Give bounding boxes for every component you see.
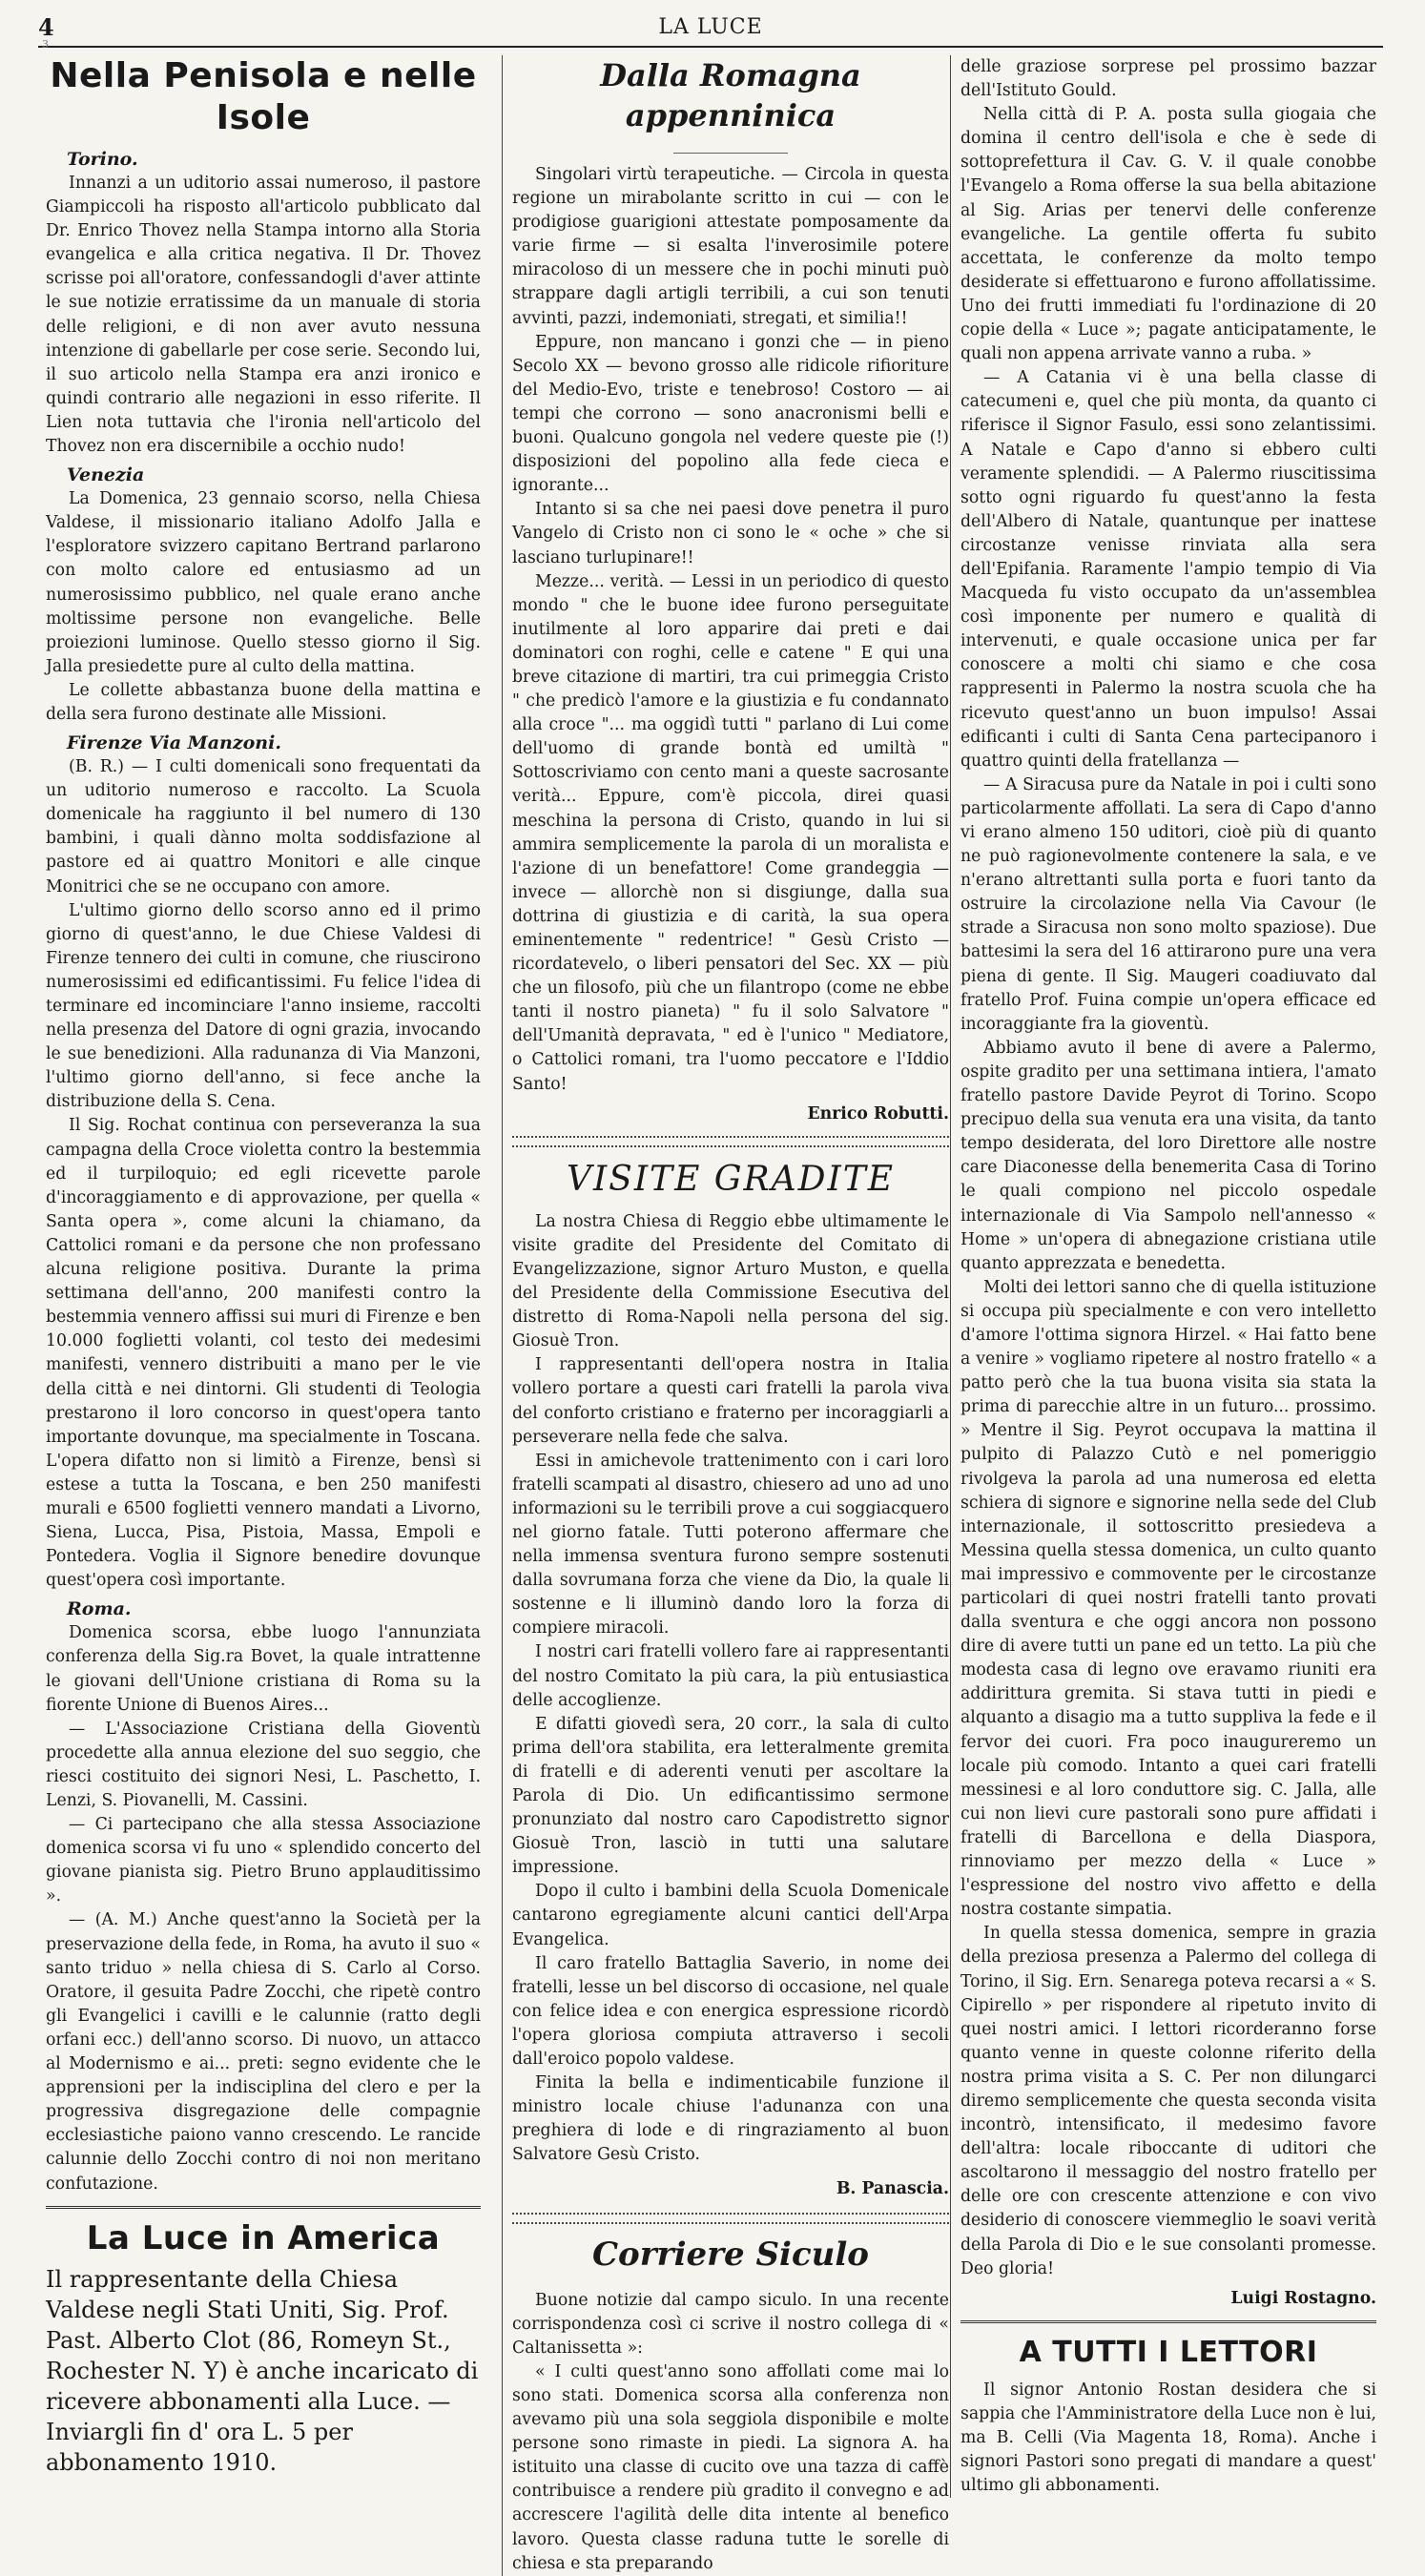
divider xyxy=(512,2213,949,2224)
city-heading: Venezia xyxy=(67,464,145,486)
column-3 xyxy=(950,55,1376,2498)
article-paragraph: « I culti quest'anno sono affollati come mai lo sono stati. Domenica scorsa alla conferenza non avevamo più una sola seggiola disponibile e molte persone sono rimaste in piedi. La signora A. ha istituito una classe di cucito ove una tazza di caffè contribuisce a rendere più gradito il convegno e ad accrescere l'agilità delle dita intente al benefico lavoro. Questa classe raduna tutte le sorelle di chiesa e sta preparando xyxy=(512,2361,949,2573)
signature: Luigi Rostagno. xyxy=(1230,2288,1376,2308)
america-title: La Luce in America xyxy=(86,2218,441,2257)
article-paragraph: E difatti giovedì sera, 20 corr., la sala di culto prima dell'ora stabilita, era letteralmente gremita di fratelli e di aderenti venuti per ascoltare la Parola di Dio. Un edificantissimo sermone pronunziato dal nostro caro Capodistretto signor Giosuè Tron, lasciò in tutti una salutare impressione. xyxy=(512,1714,949,1878)
article-paragraph: Molti dei lettori sanno che di quella istituzione si occupa più specialmente e con vero intelletto d'amore l'ottima signora Hirzel. « Hai fatto bene a venire » vogliamo ripetere al nostro fratello « a patto però che la tua buona visita sia stata la prima di parecchie altre in un futuro... prossimo. » Mentre il Sig. Peyrot occupava la mattina il pulpito di Palazzo Cutò e nel pomeriggio rivolgeva la parola ad una numerosa ed eletta schiera di signore e signorine nella sede del Club internazionale, il sottoscritto presiedeva a Messina quella stessa domenica, un culto quanto mai impressivo e commovente per le circostanze particolari di quei nostri fratelli tanto provati dalla sventura e che oggi ancora non possono dire di avere tutti un pane ed un tetto. La più che modesta casa di legno ove eravamo riuniti era addirittura gremita. Si stava tutti in piedi e alquanto a disagio ma a tutto suppliva la fede e il fervor dei cuori. Fra poco inaugureremo un locale più comodo. Intanto a quei cari fratelli messinesi e al loro conduttore sig. C. Jalla, alle cui non lievi cure pastorali sono pure affidati i fratelli di Barcellona e della Diaspora, rinnoviamo per mezzo della « Luce » l'espressione del nostro vivo affetto e della nostra costante simpatia. xyxy=(960,1277,1376,1920)
masthead xyxy=(38,10,1383,51)
article-paragraph: Intanto si sa che nei paesi dove penetra il puro Vangelo di Cristo non ci sono le « oche » che si lasciano turlupinare!! xyxy=(512,500,949,567)
article-paragraph: La nostra Chiesa di Reggio ebbe ultimamente le visite gradite del Presidente del Comitato di Evangelizzazione, signor Arturo Muston, e quella del Presidente della Commissione Esecutiva del distretto di Roma-Napoli nella persona del sig. Giosuè Tron. xyxy=(512,1211,949,1351)
article-paragraph: — (A. M.) Anche quest'anno la Società per la preservazione della fede, in Roma, ha avuto il suo « santo triduo » nella chiesa di S. Carlo al Corso. Oratore, il gesuita Padre Zocchi, che ripetè contro gli Evangelici i cavilli e le calunnie (ratto degli orfani ecc.) dell'anno scorso. Di nuovo, un attacco al Modernismo e ai... preti: segno evidente che le apprensioni per la indisciplina del clero e per la progressiva disgregazione delle compagnie ecclesiastiche paiono vanno crescendo. Le rancide calunnie dello Zocchi contro di noi non meritano confutazione. xyxy=(46,1910,481,2194)
ornament xyxy=(673,139,788,154)
article-paragraph: L'ultimo giorno dello scorso anno ed il primo giorno di quest'anno, le due Chiese Valdesi di Firenze tennero dei culti in comune, che riuscirono numerosissimi ed edificantissimi. Fu felice l'idea di terminare ed incominciare l'anno insieme, raccolti nella presenza del Datore di ogni grazia, invocando le sue benedizioni. Alla radunanza di Via Manzoni, l'ultimo giorno dell'anno, si fece anche la distribuzione della S. Cena. xyxy=(46,900,481,1112)
article-paragraph: Nella città di P. A. posta sulla giogaia che domina il centro dell'isola e che è sede di sottoprefettura il Cav. G. V. il quale conobbe l'Evangelo a Roma offerse la sua bella abitazione al Sig. Arias per tenervi delle conferenze evangeliche. La gentile offerta fu subito accettata, le conferenze da molto tempo desiderate si effettuarono e furono affollatissime. Uno dei frutti immediati fu l'ordinazione di 20 copie della « Luce »; pagate anticipatamente, le quali non appena arrivate vanno a ruba. » xyxy=(960,105,1376,364)
paper-name: LA LUCE xyxy=(658,15,763,39)
section-title-tutti: A TUTTI I LETTORI xyxy=(1019,2335,1318,2369)
notice-paragraph: Il signor Antonio Rostan desidera che si sappia che l'Amministratore della Luce non è lui, ma B. Celli (Via Magenta 18, Roma). Anche i signori Pastori sono pregati di mandare a quest' ultimo gli abbonamenti. xyxy=(960,2380,1376,2496)
page-number: 4 xyxy=(38,13,54,41)
article-paragraph: In quella stessa domenica, sempre in grazia della preziosa presenza a Palermo del collega di Torino, il Sig. Ern. Senarega poteva recarsi a « S. Cipirello » per rispondere al ripetuto invito di quei nostri amici. I lettori ricorderanno forse quanto venne in queste colonne riferito della nostra prima visita a S. C. Per non dilungarci diremo semplicemente che questa seconda visita incontrò, intensificato, il medesimo favore dell'altra: locale riboccante di uditori che ascoltarono il messaggio del nostro fratello per delle ore con crescente attenzione e con vivo desiderio di conoscere viemmeglio le soavi verità della Parola di Dio e le sue consolanti promesse. Deo gloria! xyxy=(960,1924,1376,2278)
article-paragraph: — Ci partecipano che alla stessa Associazione domenica scorsa vi fu uno « splendido concerto del giovane pianista sig. Pietro Bruno applauditissimo ». xyxy=(46,1815,481,1906)
page-number-sub: 3 xyxy=(42,38,49,51)
divider xyxy=(960,2320,1376,2323)
article-paragraph: Le collette abbastanza buone della mattina e della sera furono destinate alle Missioni. xyxy=(46,680,481,724)
article-paragraph: La Domenica, 23 gennaio scorso, nella Chiesa Valdese, il missionario italiano Adolfo Jalla e l'esploratore svizzero capitano Bertrand parlarono con molto calore ed entusiasmo ad un numerosissimo pubblico, nel quale erano anche moltissime persone non evangeliche. Belle proiezioni luminose. Quello stesso giorno il Sig. Jalla presiedette pure al culto della mattina. xyxy=(46,489,481,676)
signature: Enrico Robutti. xyxy=(807,1103,949,1123)
signature: B. Panascia. xyxy=(836,2178,949,2198)
article-paragraph: — A Siracusa pure da Natale in poi i culti sono particolarmente affollati. La sera di Capo d'anno vi erano almeno 150 uditori, cioè più di quanto ne può ragionevolmente contenere la sala, e ve n'erano altrettanti sulla porta e fuori tanto da ostruire la circolazione nella Via Cavour (le strade a Siracusa non sono molto spaziose). Due battesimi la sera del 16 attirarono pure una vera piena di gente. Il Sig. Maugeri coadiuvato dal fratello Prof. Fuina compie un'opera efficace ed incoraggiante fra la gioventù. xyxy=(960,774,1376,1034)
article-paragraph: — L'Associazione Cristiana della Gioventù procedette alla annua elezione del suo seggio, che riesci costituito dei signori Nesi, L. Paschetto, I. Lenzi, S. Piovanelli, M. Cassini. xyxy=(46,1719,481,1810)
article-paragraph: Mezze... verità. — Lessi in un periodico di questo mondo " che le buone idee furono perseguitate inutilmente al loro apparire dai preti e dai dominatori con roghi, celle e catene " E qui una breve citazione di martiri, tra cui primeggia Cristo " che predicò l'amore e la giustizia e fu condannato alla croce "... ma oggidì tutti " parlano di Lui come dell'uomo di grande bontà ed umiltà " Sottoscriviamo con cento mani a queste sacrosante verità... Eppure, com'è piccola, direi quasi meschina la persona di Cristo, quando in lui si ammira semplicemente la parola di un moralista e l'azione di un benefattore! Come grandeggia — invece — allorchè non si disgiunge, dalla sua dottrina di giustizia e di carità, la sua opera eminentemente " redentrice! " Gesù Cristo — ricordatevelo, o liberi pensatori del Sec. XX — più che un filosofo, più che un filantropo (come ne ebbe tanti il nostro pianeta) " fu il solo Salvatore " dell'Umanità depravata, " ed è l'unico " Mediatore, o Cattolici romani, tra l'uomo peccatore e l'Iddio Santo! xyxy=(512,571,949,1094)
article-paragraph: I nostri cari fratelli vollero fare ai rappresentanti del nostro Comitato la più cara, la più entusiastica delle accoglienze. xyxy=(512,1642,949,1710)
article-paragraph: Finita la bella e indimenticabile funzione il ministro locale chiuse l'adunanza con una preghiera di lode e di ringraziamento al buon Salvatore Gesù Cristo. xyxy=(512,2073,949,2165)
article-paragraph: delle graziose sorprese pel prossimo bazzar dell'Istituto Gould. xyxy=(960,57,1376,101)
article-paragraph: — A Catania vi è una bella classe di catecumeni e, quel che più monta, da quanto ci riferisce il Signor Fasulo, essi sono zelantissimi. A Natale e Capo d'anno si ebbero culti veramente splendidi. — A Palermo riuscitissima sotto ogni riguardo fu quest'anno la festa dell'Albero di Natale, quantunque per inattese circostanze venisse rinviata alla sera dell'Epifania. Raramente l'ampio tempio di Via Macqueda fu visto occupato da un'assemblea così imponente per numero e qualità di intervenuti, e quale occasione unica per far conoscere a molti chi siamo e che cosa rappresenti in Palermo la nostra scuola che ha ricevuto quest'anno un buon impulso! Assai edificanti i culti di Santa Cena partecipanoro i quattro quinti della fratellanza — xyxy=(960,368,1376,771)
article-paragraph: I rappresentanti dell'opera nostra in Italia vollero portare a questi cari fratelli la parola viva del conforto cristiano e fraterno per incoraggiarli a perseverare nella fede che salva. xyxy=(512,1355,949,1447)
section-title-corriere: Corriere Siculo xyxy=(592,2235,869,2274)
divider xyxy=(46,2206,481,2209)
section-title-visite: VISITE GRADITE xyxy=(566,1159,896,1199)
article-paragraph: Dopo il culto i bambini della Scuola Domenicale cantarono egregiamente alcuni cantici dell'Arpa Evangelica. xyxy=(512,1882,949,1949)
city-heading: Torino. xyxy=(67,149,138,170)
article-paragraph: Essi in amichevole trattenimento con i cari loro fratelli scampati al disastro, chiesero ad uno ad uno informazioni su le terribili prove a cui soggiacquero nel giorno fatale. Tutti poterono affermare che nella immensa sventura furono sempre sostenuti dalla sovrumana forza che viene da Dio, la quale li sostenne e li illuminò dando loro la forza di compiere miracoli. xyxy=(512,1451,949,1638)
article-paragraph: Abbiamo avuto il bene di avere a Palermo, ospite gradito per una settimana intiera, l'amato fratello pastore Davide Peyrot di Torino. Scopo precipuo della sua venuta era una visita, da tanto tempo desiderata, del loro Direttore alle nostre care Diaconesse della benemerita Casa di Torino le quali compiono nel piccolo ospedale internazionale di Via Sampolo nell'annesso « Home » un'opera di abnegazione cristiana utile quanto apprezzata e benedetta. xyxy=(960,1038,1376,1273)
divider xyxy=(512,1136,949,1147)
column-2 xyxy=(502,55,949,2576)
article-paragraph: Singolari virtù terapeutiche. — Circola in questa regione un mirabolante scritto in cui — con le prodigiose guarigioni attestate pomposamente da varie firme — si esalta l'inverosimile potere miracoloso di un messere che in pochi minuti può strappare dagli artigli terribili, a cui son tenuti avvinti, pazzi, indemoniati, stregati, et similia!! xyxy=(512,165,949,328)
america-body: Il rappresentante della Chiesa Valdese negli Stati Uniti, Sig. Prof. Past. Alberto Clot (86, Romeyn St., Rochester N. Y) è anche incaricato di ricevere abbonamenti alla Luce. — Inviargli fin d' ora L. 5 per abbonamento 1910. xyxy=(46,2265,479,2476)
article-paragraph: Buone notizie dal campo siculo. In una recente corrispondenza così ci scrive il nostro collega di « Caltanissetta »: xyxy=(512,2290,949,2358)
article-paragraph: Il Sig. Rochat continua con perseveranza la sua campagna della Croce violetta contro la bestemmia ed il turpiloquio; ed egli ricevette parole d'incoraggiamento e di approvazione, per quella « Santa opera », come alcuni la chiamano, da Cattolici romani e da persone che non professano alcuna religione positiva. Durante la prima settimana dell'anno, 200 manifesti contro la bestemmia vennero affissi sui muri di Firenze e ben 10.000 foglietti volanti, col testo dei medesimi manifesti, vennero distribuiti a mano per le vie della città e nei dintorni. Gli studenti di Teologia prestarono il loro concorso in quest'opera tanto importante dovunque, ma specialmente in Toscana. L'opera difatto non si limitò a Firenze, bensì si estese a tutta la Toscana, e ben 250 manifesti murali e 6500 foglietti vennero mandati a Livorno, Siena, Lucca, Pisa, Pistoia, Massa, Empoli e Pontedera. Voglia il Signore benedire dovunque quest'opera così importante. xyxy=(46,1116,481,1591)
article-paragraph: Innanzi a un uditorio assai numeroso, il pastore Giampiccoli ha risposto all'articolo pubblicato dal Dr. Enrico Thovez nella Stampa intorno alla Storia evangelica e alla critica negativa. Il Dr. Thovez scrisse poi all'oratore, confessandogli d'aver attinte le sue notizie erratissime da un manuale di storia delle religioni, e di non aver avuto nessuna intenzione di gabellarle per cose serie. Secondo lui, il suo articolo nella Stampa era anzi ironico e quindi contrario alle negazioni in esso riferite. Il Lien nota tuttavia che l'ironia nell'articolo del Thovez non era discernibile a occhio nudo! xyxy=(46,174,481,457)
article-paragraph: Domenica scorsa, ebbe luogo l'annunziata conferenza della Sig.ra Bovet, la quale intrattenne le giovani dell'Unione cristiana di Roma su la fiorente Unione di Buenos Aires... xyxy=(46,1623,481,1715)
city-heading: Roma. xyxy=(67,1598,132,1620)
article-paragraph: (B. R.) — I culti domenicali sono frequentati da un uditorio numeroso e raccolto. La Scuola domenicale ha raggiunto il bel numero di 130 bambini, i quali dànno molta soddisfazione al pastore ed ai quattro Monitori e alle cinque Monitrici che se ne occupano con amore. xyxy=(46,757,481,896)
section-title-penisola: Nella Penisola e nelle Isole xyxy=(50,56,477,137)
article-paragraph: Il caro fratello Battaglia Saverio, in nome dei fratelli, lesse un bel discorso di occasione, nel quale con felice idea e con energica espressione ricordò l'opera gloriosa compiuta attraverso i secoli dall'eroico popolo valdese. xyxy=(512,1953,949,2070)
section-title-romagna: Dalla Romagna appenninica xyxy=(600,57,861,134)
city-heading: Firenze Via Manzoni. xyxy=(67,732,281,754)
article-paragraph: Eppure, non mancano i gonzi che — in pieno Secolo XX — bevono grosso alle ridicole rifioriture del Medio-Evo, triste e tenebroso! Costoro — ai tempi che corrono — sono anacronismi belli e buoni. Qualcuno gongola nel vedere queste pie (!) disposizioni del popolino alla fede cieca e ignorante... xyxy=(512,332,949,496)
column-1 xyxy=(46,55,481,2478)
